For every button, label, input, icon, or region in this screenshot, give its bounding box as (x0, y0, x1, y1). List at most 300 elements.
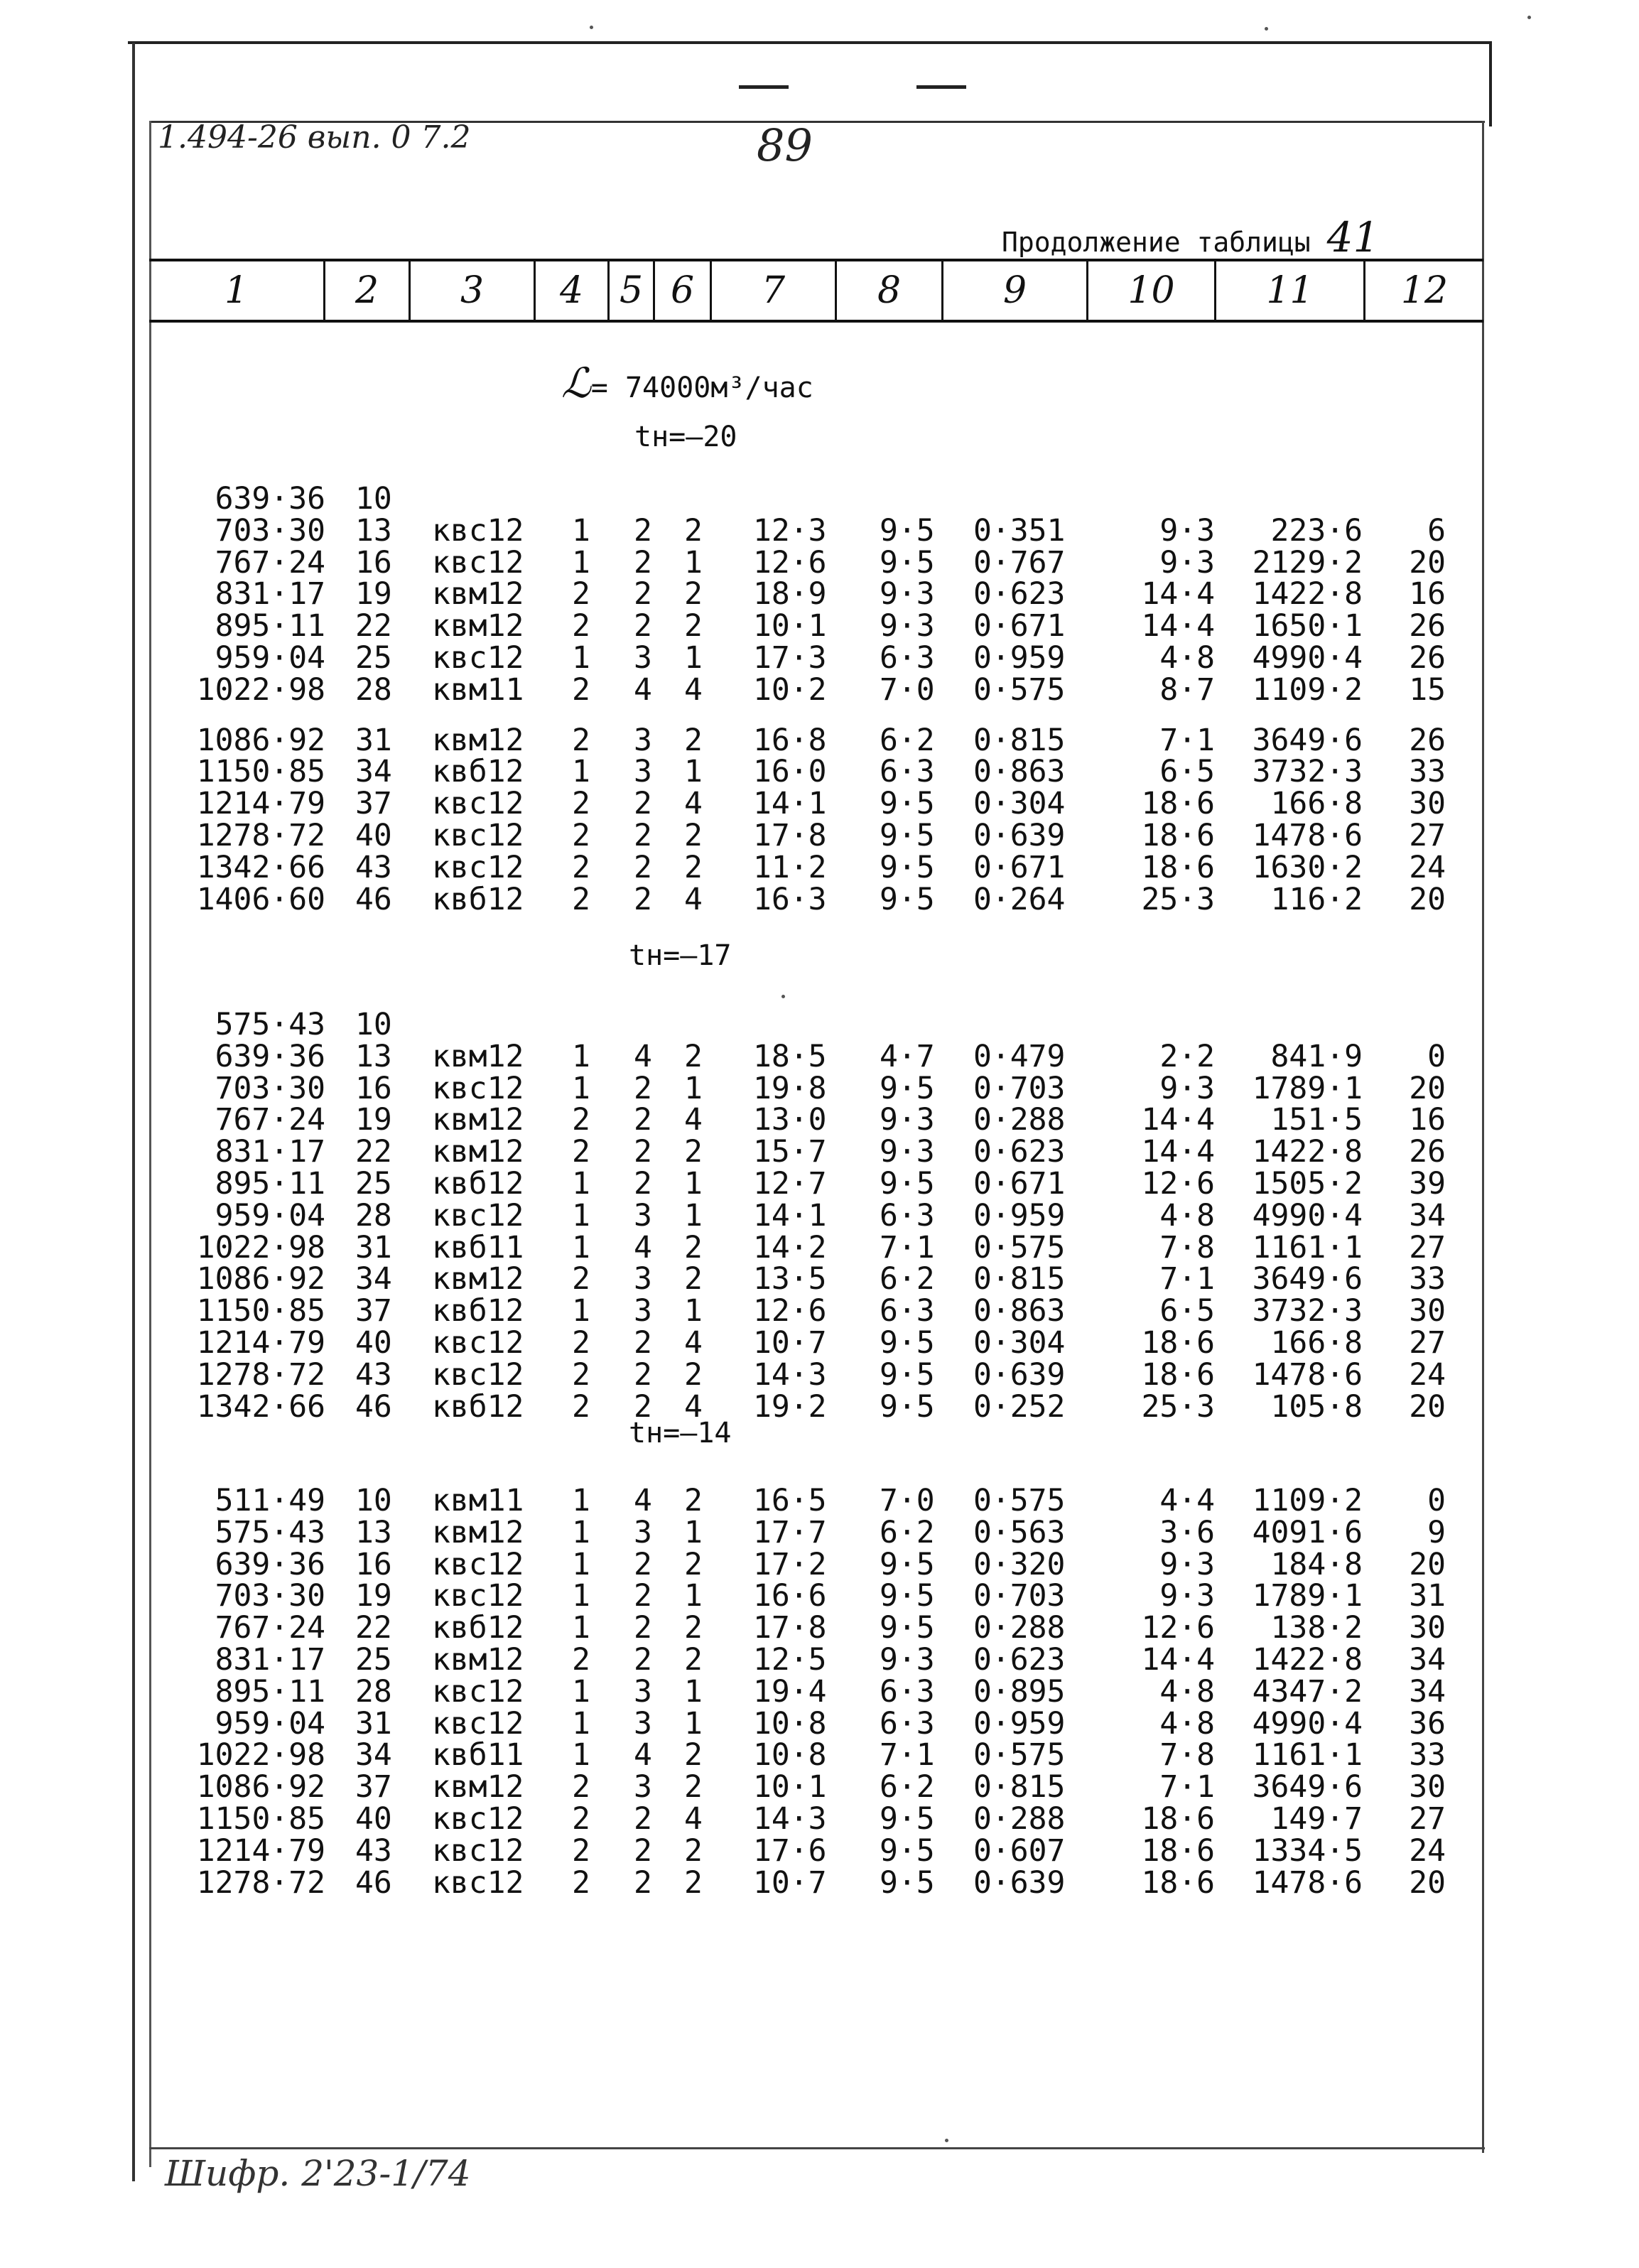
table-cell-col-4: 1 (572, 1483, 590, 1518)
table-cell-col-12: 30 (1409, 1769, 1446, 1805)
table-cell-col-12: 0 (1427, 1483, 1446, 1518)
table-cell-col-9: 0·607 (973, 1832, 1066, 1869)
table-cell-col-1: 767·24 (215, 1102, 325, 1138)
table-cell-col-2: 31 (355, 1705, 392, 1742)
table-cell-col-1: 1150·85 (196, 1293, 325, 1329)
table-cell-col-12: 15 (1409, 671, 1446, 708)
table-cell-col-10: 9·3 (1159, 1578, 1215, 1614)
table-cell-col-1: 639·36 (215, 1546, 325, 1582)
table-cell-col-5: 3 (634, 1514, 652, 1550)
table-row (0, 610, 1639, 642)
table-cell-col-2: 13 (355, 512, 392, 549)
table-cell-col-3: квм12 (432, 722, 524, 758)
table-cell-col-4: 1 (572, 1293, 590, 1329)
table-cell-col-11: 1478·6 (1252, 1864, 1363, 1901)
table-cell-col-4: 2 (572, 1864, 590, 1901)
table-cell-col-11: 1109·2 (1252, 671, 1363, 708)
table-cell-col-6: 2 (684, 1832, 703, 1869)
table-row (0, 1327, 1639, 1359)
table-cell-col-12: 30 (1409, 1293, 1446, 1329)
table-cell-col-1: 1086·92 (196, 1261, 325, 1297)
table-cell-col-10: 14·4 (1141, 1642, 1215, 1678)
table-cell-col-9: 0·863 (973, 1293, 1066, 1329)
table-cell-col-4: 2 (572, 881, 590, 917)
table-cell-col-6: 4 (684, 1801, 703, 1837)
table-cell-col-8: 9·5 (880, 544, 935, 580)
table-cell-col-8: 9·5 (880, 1801, 935, 1837)
table-cell-col-7: 19·8 (753, 1070, 827, 1106)
table-cell-col-11: 4990·4 (1252, 640, 1363, 676)
table-cell-col-8: 6·2 (880, 722, 935, 758)
table-cell-col-12: 6 (1427, 512, 1446, 549)
table-cell-col-10: 3·6 (1159, 1514, 1215, 1550)
table-cell-col-5: 2 (634, 849, 652, 885)
table-cell-col-8: 9·5 (880, 1610, 935, 1646)
table-cell-col-5: 2 (634, 544, 652, 580)
table-cell-col-6: 2 (684, 818, 703, 853)
table-row (0, 1642, 1639, 1678)
table-cell-col-4: 2 (572, 1356, 590, 1393)
table-cell-col-1: 703·30 (215, 512, 325, 549)
table-cell-col-8: 7·0 (880, 1483, 935, 1518)
table-cell-col-6: 2 (684, 1038, 703, 1074)
table-cell-col-3: квб12 (432, 754, 524, 790)
table-cell-col-10: 18·6 (1141, 1864, 1215, 1901)
table-cell-col-9: 0·959 (973, 640, 1066, 676)
table-cell-col-5: 3 (634, 640, 652, 676)
table-cell-col-8: 9·3 (880, 1642, 935, 1678)
table-cell-col-4: 1 (572, 640, 590, 676)
table-cell-col-2: 19 (355, 576, 392, 612)
table-cell-col-6: 2 (684, 1546, 703, 1582)
table-cell-col-9: 0·959 (973, 1705, 1066, 1742)
table-cell-col-6: 1 (684, 1197, 703, 1233)
table-cell-col-1: 1406·60 (196, 881, 325, 917)
table-cell-col-9: 0·320 (973, 1546, 1066, 1582)
table-cell-col-1: 575·43 (215, 1514, 325, 1550)
table-cell-col-4: 1 (572, 1578, 590, 1614)
table-cell-col-7: 16·5 (753, 1483, 827, 1518)
table-cell-col-10: 8·7 (1159, 671, 1215, 708)
table-cell-col-12: 16 (1409, 1102, 1446, 1138)
table-cell-col-5: 2 (634, 1134, 652, 1170)
table-cell-col-2: 34 (355, 754, 392, 790)
table-cell-col-4: 1 (572, 1737, 590, 1773)
table-cell-col-9: 0·639 (973, 818, 1066, 853)
frame-top-border (128, 41, 1492, 44)
table-cell-col-12: 27 (1409, 1325, 1446, 1361)
table-cell-col-5: 4 (634, 671, 652, 708)
table-cell-col-1: 575·43 (215, 1007, 325, 1042)
scan-speck (781, 995, 785, 998)
table-cell-col-11: 1422·8 (1252, 1134, 1363, 1170)
table-row (0, 1578, 1639, 1614)
table-cell-col-3: квб12 (432, 881, 524, 917)
table-cell-col-12: 33 (1409, 1261, 1446, 1297)
table-cell-col-8: 6·2 (880, 1769, 935, 1805)
table-cell-col-6: 2 (684, 1356, 703, 1393)
table-cell-col-8: 6·2 (880, 1514, 935, 1550)
table-cell-col-10: 14·4 (1141, 1134, 1215, 1170)
table-row (0, 578, 1639, 610)
table-cell-col-10: 18·6 (1141, 818, 1215, 853)
table-cell-col-6: 1 (684, 1293, 703, 1329)
table-cell-col-2: 37 (355, 786, 392, 822)
table-cell-col-8: 6·3 (880, 640, 935, 676)
table-cell-col-5: 2 (634, 1864, 652, 1901)
table-cell-col-10: 9·3 (1159, 1546, 1215, 1582)
table-cell-col-12: 34 (1409, 1642, 1446, 1678)
table-cell-col-6: 2 (684, 722, 703, 758)
table-cell-col-12: 24 (1409, 849, 1446, 885)
table-cell-col-8: 9·5 (880, 1578, 935, 1614)
table-cell-col-10: 18·6 (1141, 849, 1215, 885)
table-cell-col-8: 9·5 (880, 1325, 935, 1361)
table-cell-col-11: 149·7 (1270, 1801, 1363, 1837)
table-cell-col-10: 9·3 (1159, 1070, 1215, 1106)
table-cell-col-7: 19·2 (753, 1388, 827, 1425)
table-cell-col-11: 1422·8 (1252, 576, 1363, 612)
table-cell-col-7: 12·3 (753, 512, 827, 549)
table-cell-col-6: 2 (684, 608, 703, 644)
table-cell-col-10: 12·6 (1141, 1166, 1215, 1202)
table-cell-col-4: 2 (572, 608, 590, 644)
table-cell-col-5: 2 (634, 1070, 652, 1106)
flow-value: = 74000м³/час (590, 372, 813, 404)
footer-divider (149, 2147, 1485, 2149)
table-cell-col-11: 2129·2 (1252, 544, 1363, 580)
table-cell-col-3: квс12 (432, 544, 524, 580)
table-cell-col-3: квс12 (432, 1673, 524, 1710)
table-cell-col-5: 3 (634, 1261, 652, 1297)
table-cell-col-3: квс12 (432, 818, 524, 853)
table-cell-col-7: 17·3 (753, 640, 827, 676)
table-cell-col-1: 1150·85 (196, 754, 325, 790)
table-cell-col-3: квм12 (432, 608, 524, 644)
table-cell-col-1: 1214·79 (196, 786, 325, 822)
section-title: tн=–20 (634, 421, 737, 453)
table-row (0, 642, 1639, 674)
column-header: 4 (534, 261, 607, 320)
table-cell-col-1: 831·17 (215, 1134, 325, 1170)
table-cell-col-12: 36 (1409, 1705, 1446, 1742)
table-cell-col-9: 0·671 (973, 608, 1066, 644)
table-cell-col-4: 2 (572, 1102, 590, 1138)
table-cell-col-6: 2 (684, 1229, 703, 1265)
table-cell-col-9: 0·703 (973, 1578, 1066, 1614)
table-cell-col-5: 2 (634, 512, 652, 549)
table-cell-col-7: 17·6 (753, 1832, 827, 1869)
table-row (0, 1166, 1639, 1202)
table-cell-col-9: 0·304 (973, 1325, 1066, 1361)
table-cell-col-7: 16·8 (753, 722, 827, 758)
table-cell-col-7: 10·8 (753, 1705, 827, 1742)
table-cell-col-5: 3 (634, 754, 652, 790)
table-cell-col-7: 10·1 (753, 1769, 827, 1805)
table-cell-col-10: 4·8 (1159, 1705, 1215, 1742)
table-cell-col-8: 6·3 (880, 754, 935, 790)
table-cell-col-8: 9·5 (880, 818, 935, 853)
table-cell-col-1: 767·24 (215, 544, 325, 580)
table-cell-col-11: 3649·6 (1252, 1261, 1363, 1297)
table-cell-col-7: 14·1 (753, 1197, 827, 1233)
table-cell-col-12: 30 (1409, 786, 1446, 822)
table-row (0, 881, 1639, 917)
column-header: 2 (323, 261, 409, 320)
section-title: tн=–17 (629, 939, 732, 972)
table-cell-col-7: 18·9 (753, 576, 827, 612)
table-cell-col-10: 25·3 (1141, 881, 1215, 917)
top-dash-mark (739, 85, 789, 89)
table-cell-col-1: 1342·66 (196, 849, 325, 885)
table-cell-col-8: 9·3 (880, 1134, 935, 1170)
table-cell-col-3: квм11 (432, 671, 524, 708)
table-cell-col-5: 3 (634, 1197, 652, 1233)
table-cell-col-12: 20 (1409, 544, 1446, 580)
table-row (0, 1514, 1639, 1550)
table-cell-col-3: квм12 (432, 1261, 524, 1297)
table-cell-col-12: 24 (1409, 1356, 1446, 1393)
table-cell-col-7: 18·5 (753, 1038, 827, 1074)
table-cell-col-9: 0·623 (973, 1642, 1066, 1678)
table-cell-col-8: 6·3 (880, 1197, 935, 1233)
table-row (0, 1546, 1639, 1582)
table-cell-col-6: 1 (684, 640, 703, 676)
table-cell-col-5: 3 (634, 1769, 652, 1805)
table-cell-col-9: 0·863 (973, 754, 1066, 790)
table-cell-col-6: 2 (684, 849, 703, 885)
column-header: 5 (607, 261, 653, 320)
table-cell-col-6: 2 (684, 1483, 703, 1518)
table-cell-col-7: 16·0 (753, 754, 827, 790)
table-cell-col-6: 1 (684, 1514, 703, 1550)
table-cell-col-4: 2 (572, 722, 590, 758)
table-cell-col-12: 20 (1409, 1388, 1446, 1425)
table-cell-col-2: 43 (355, 1356, 392, 1393)
table-cell-col-1: 1150·85 (196, 1801, 325, 1837)
table-cell-col-11: 1789·1 (1252, 1578, 1363, 1614)
table-cell-col-4: 1 (572, 754, 590, 790)
table-row (0, 820, 1639, 851)
table-cell-col-3: квс12 (432, 1325, 524, 1361)
table-cell-col-11: 1161·1 (1252, 1229, 1363, 1265)
table-cell-col-3: квб11 (432, 1737, 524, 1773)
table-cell-col-3: квм12 (432, 1134, 524, 1170)
table-cell-col-9: 0·639 (973, 1864, 1066, 1901)
table-cell-col-3: квс12 (432, 786, 524, 822)
table-cell-col-4: 2 (572, 818, 590, 853)
table-cell-col-9: 0·288 (973, 1801, 1066, 1837)
table-cell-col-6: 2 (684, 1642, 703, 1678)
table-cell-col-10: 7·8 (1159, 1229, 1215, 1265)
table-cell-col-4: 1 (572, 1070, 590, 1106)
table-cell-col-2: 28 (355, 1673, 392, 1710)
table-row (0, 1263, 1639, 1295)
table-cell-col-11: 1109·2 (1252, 1483, 1363, 1518)
table-cell-col-5: 2 (634, 1546, 652, 1582)
table-cell-col-3: квс12 (432, 1197, 524, 1233)
table-cell-col-1: 767·24 (215, 1610, 325, 1646)
table-cell-col-8: 9·5 (880, 1356, 935, 1393)
table-cell-col-12: 20 (1409, 1546, 1446, 1582)
table-cell-col-7: 19·4 (753, 1673, 827, 1710)
table-cell-col-8: 9·5 (880, 512, 935, 549)
table-cell-col-9: 0·671 (973, 1166, 1066, 1202)
table-cell-col-2: 40 (355, 818, 392, 853)
table-cell-col-7: 13·5 (753, 1261, 827, 1297)
table-cell-col-1: 639·36 (215, 481, 325, 517)
table-row (0, 1038, 1639, 1074)
table-cell-col-5: 3 (634, 722, 652, 758)
table-cell-col-9: 0·264 (973, 881, 1066, 917)
table-cell-col-9: 0·767 (973, 544, 1066, 580)
table-cell-col-1: 1342·66 (196, 1388, 325, 1425)
table-cell-col-6: 2 (684, 1261, 703, 1297)
table-cell-col-11: 3649·6 (1252, 722, 1363, 758)
table-cell-col-3: квб12 (432, 1388, 524, 1425)
table-row (0, 1739, 1639, 1771)
flow-parameter (561, 359, 813, 407)
table-cell-col-2: 22 (355, 1610, 392, 1646)
table-cell-col-6: 2 (684, 1737, 703, 1773)
table-cell-col-2: 22 (355, 608, 392, 644)
table-cell-col-8: 7·1 (880, 1229, 935, 1265)
table-cell-col-1: 639·36 (215, 1038, 325, 1074)
table-cell-col-10: 2·2 (1159, 1038, 1215, 1074)
column-header: 1 (224, 269, 249, 312)
table-cell-col-4: 2 (572, 1642, 590, 1678)
table-cell-col-3: квс12 (432, 1864, 524, 1901)
table-cell-col-11: 166·8 (1270, 1325, 1363, 1361)
table-cell-col-9: 0·563 (973, 1514, 1066, 1550)
table-cell-col-3: квб11 (432, 1229, 524, 1265)
footer-note: Шифр. 2'23-1/74 (165, 2153, 471, 2194)
table-cell-col-5: 4 (634, 1483, 652, 1518)
table-row (0, 671, 1639, 708)
table-cell-col-6: 1 (684, 1166, 703, 1202)
table-cell-col-12: 30 (1409, 1610, 1446, 1646)
table-cell-col-6: 2 (684, 576, 703, 612)
table-cell-col-7: 17·8 (753, 818, 827, 853)
table-cell-col-10: 14·4 (1141, 608, 1215, 644)
table-continuation-caption (1002, 213, 1379, 261)
table-cell-col-8: 9·5 (880, 786, 935, 822)
table-cell-col-3: квс12 (432, 1832, 524, 1869)
table-row (0, 1134, 1639, 1170)
table-cell-col-2: 46 (355, 1864, 392, 1901)
table-cell-col-10: 12·6 (1141, 1610, 1215, 1646)
table-cell-col-7: 11·2 (753, 849, 827, 885)
table-cell-col-5: 2 (634, 1388, 652, 1425)
table-cell-col-10: 14·4 (1141, 1102, 1215, 1138)
table-cell-col-4: 1 (572, 1197, 590, 1233)
table-cell-col-2: 25 (355, 640, 392, 676)
table-cell-col-5: 2 (634, 576, 652, 612)
table-cell-col-8: 7·1 (880, 1737, 935, 1773)
scan-speck (590, 26, 593, 29)
table-cell-col-2: 10 (355, 1007, 392, 1042)
scan-speck (1265, 27, 1268, 31)
table-cell-col-9: 0·703 (973, 1070, 1066, 1106)
table-cell-col-3: квм12 (432, 576, 524, 612)
table-cell-col-6: 4 (684, 671, 703, 708)
table-cell-col-10: 18·6 (1141, 786, 1215, 822)
column-header: 9 (941, 261, 1086, 320)
table-cell-col-3: квм12 (432, 1642, 524, 1678)
table-cell-col-10: 7·1 (1159, 1769, 1215, 1805)
table-cell-col-6: 4 (684, 1388, 703, 1425)
table-cell-col-12: 0 (1427, 1038, 1446, 1074)
table-cell-col-7: 15·7 (753, 1134, 827, 1170)
table-cell-col-6: 1 (684, 1070, 703, 1106)
table-cell-col-1: 1086·92 (196, 722, 325, 758)
table-cell-col-11: 1478·6 (1252, 818, 1363, 853)
table-cell-col-10: 7·8 (1159, 1737, 1215, 1773)
table-cell-col-5: 4 (634, 1229, 652, 1265)
table-cell-col-8: 9·5 (880, 881, 935, 917)
table-cell-col-9: 0·479 (973, 1038, 1066, 1074)
table-cell-col-4: 2 (572, 849, 590, 885)
table-cell-col-2: 13 (355, 1038, 392, 1074)
table-cell-col-11: 1630·2 (1252, 849, 1363, 885)
table-cell-col-2: 37 (355, 1293, 392, 1329)
table-cell-col-7: 10·7 (753, 1864, 827, 1901)
table-cell-col-7: 14·3 (753, 1356, 827, 1393)
frame-right-border (1489, 41, 1492, 126)
table-cell-col-4: 2 (572, 786, 590, 822)
table-cell-col-10: 4·8 (1159, 640, 1215, 676)
table-cell-col-2: 34 (355, 1261, 392, 1297)
table-cell-col-8: 6·3 (880, 1293, 935, 1329)
table-cell-col-3: квс12 (432, 1705, 524, 1742)
table-row (0, 1388, 1639, 1425)
table-cell-col-3: квб12 (432, 1166, 524, 1202)
table-cell-col-8: 9·5 (880, 1070, 935, 1106)
table-cell-col-11: 105·8 (1270, 1388, 1363, 1425)
table-cell-col-7: 12·6 (753, 544, 827, 580)
table-cell-col-2: 19 (355, 1578, 392, 1614)
table-cell-col-6: 1 (684, 1705, 703, 1742)
table-cell-col-1: 895·11 (215, 608, 325, 644)
table-cell-col-2: 25 (355, 1642, 392, 1678)
table-cell-col-9: 0·575 (973, 1483, 1066, 1518)
table-cell-col-2: 25 (355, 1166, 392, 1202)
table-cell-col-5: 2 (634, 1356, 652, 1393)
document-code: 1.494-26 вып. 0 7.2 (158, 119, 471, 156)
table-cell-col-1: 1278·72 (196, 818, 325, 853)
table-cell-col-4: 2 (572, 1801, 590, 1837)
table-cell-col-7: 10·7 (753, 1325, 827, 1361)
table-cell-col-6: 4 (684, 1102, 703, 1138)
table-cell-col-1: 1214·79 (196, 1832, 325, 1869)
table-cell-col-12: 33 (1409, 754, 1446, 790)
table-row (0, 1070, 1639, 1106)
table-cell-col-10: 14·4 (1141, 576, 1215, 612)
table-cell-col-5: 4 (634, 1038, 652, 1074)
table-cell-col-10: 18·6 (1141, 1356, 1215, 1393)
table-cell-col-9: 0·815 (973, 1261, 1066, 1297)
table-cell-col-12: 26 (1409, 722, 1446, 758)
table-cell-col-1: 1022·98 (196, 671, 325, 708)
table-cell-col-4: 2 (572, 671, 590, 708)
table-cell-col-3: квб12 (432, 1293, 524, 1329)
table-cell-col-7: 10·1 (753, 608, 827, 644)
table-cell-col-2: 40 (355, 1801, 392, 1837)
table-cell-col-3: квм12 (432, 1102, 524, 1138)
table-cell-col-4: 2 (572, 1832, 590, 1869)
table-cell-col-1: 1278·72 (196, 1356, 325, 1393)
table-cell-col-2: 16 (355, 1546, 392, 1582)
